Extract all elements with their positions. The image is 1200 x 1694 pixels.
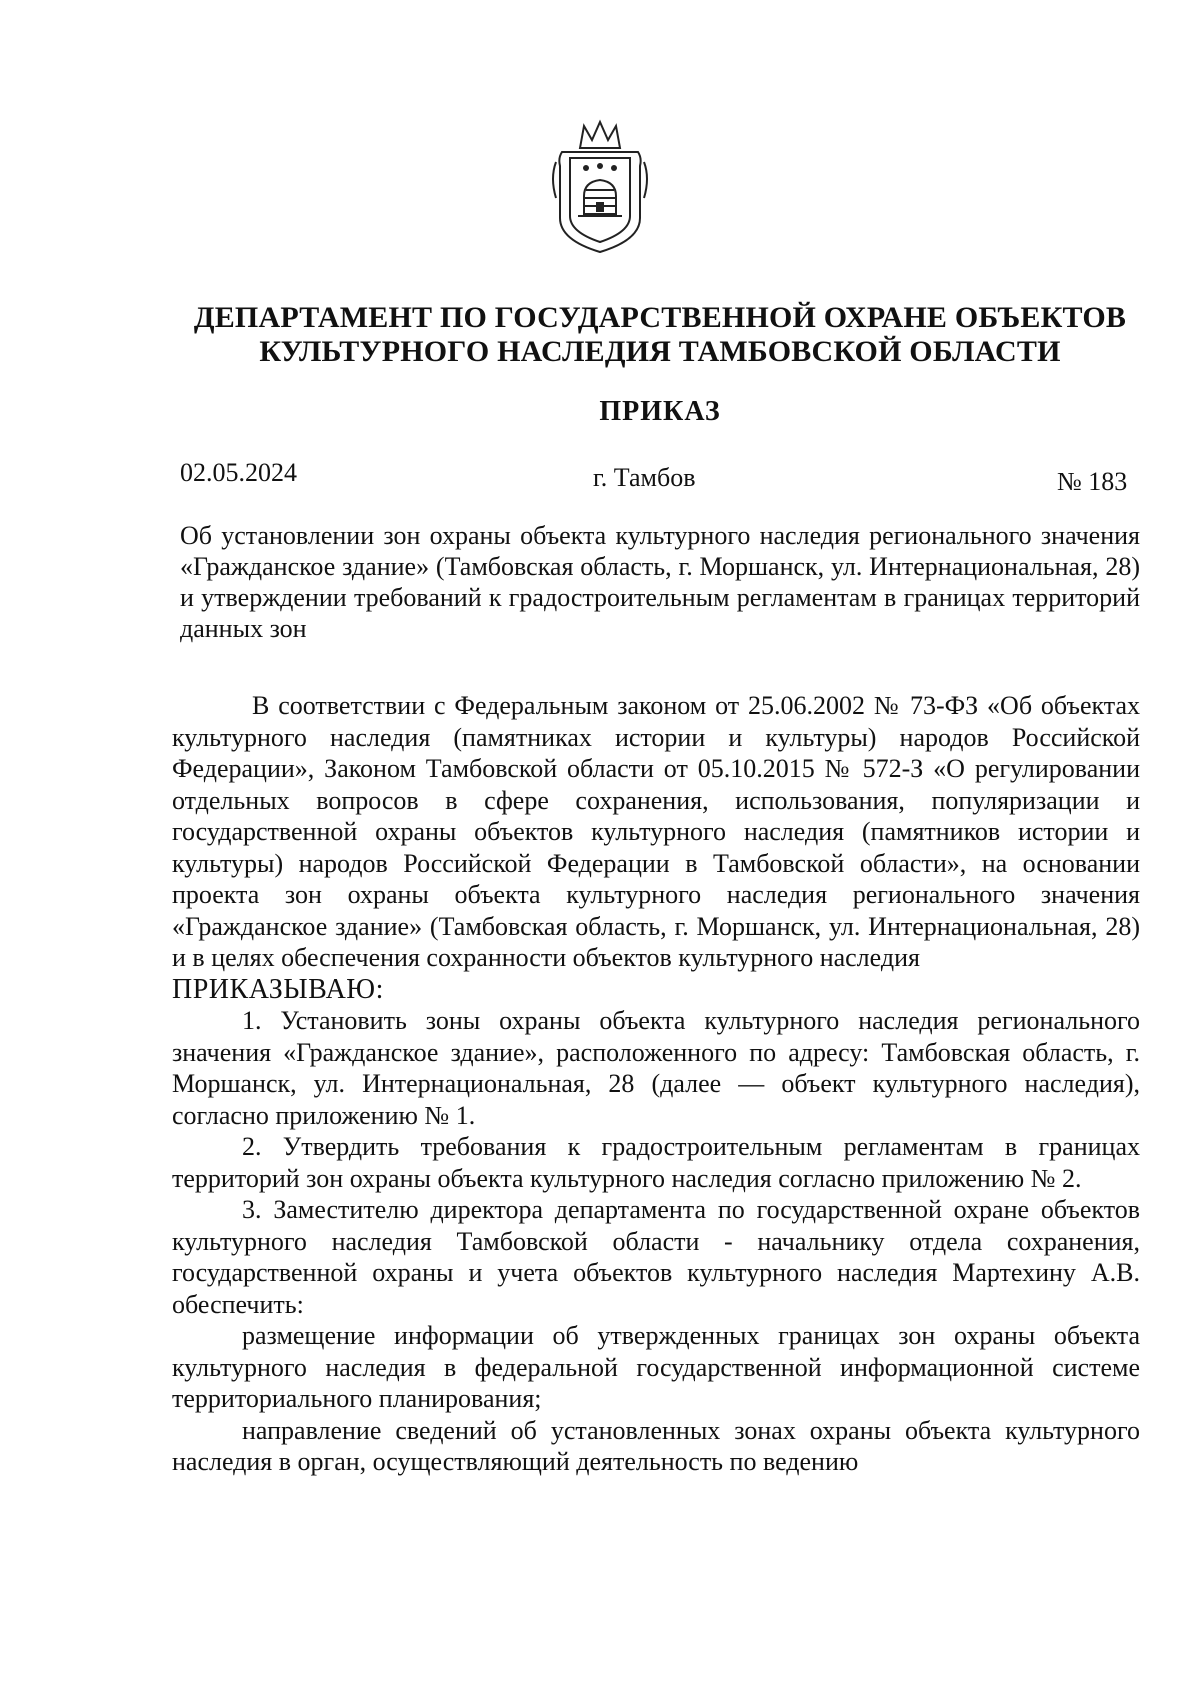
document-city: г. Тамбов: [593, 463, 696, 492]
document-date: 02.05.2024: [180, 458, 297, 487]
document-type: ПРИКАЗ: [599, 396, 721, 427]
department-name-line1: ДЕПАРТАМЕНТ ПО ГОСУДАРСТВЕННОЙ ОХРАНЕ ОБЪЕКТОВ: [193, 301, 1127, 334]
preamble-paragraph: В соответствии с Федеральным законом от 25.06.2002 № 73-ФЗ «Об объектах культурного наследия (памятниках истории и культуры) народов Российской Федерации», Законом Тамбовской области от 05.10.2015 № 572-З «О регулировании отдельных вопросов в сфере сохранения, использования, популяризации и государственной охраны объектов культурного наследия (памятников истории и культуры) народов Российской Федерации в Тамбовской области», на основании проекта зон охраны объекта культурного наследия регионального значения «Гражданское здание» (Тамбовская область, г. Моршанск, ул. Интернациональная, 28) и в целях обеспечения сохранности объектов культурного наследия: [172, 691, 1140, 972]
department-name-line2: КУЛЬТУРНОГО НАСЛЕДИЯ ТАМБОВСКОЙ ОБЛАСТИ: [259, 335, 1061, 368]
item-3: 3. Заместителю директора департамента по государственной охране объектов культурного наследия Тамбовской области - начальнику отдела сохранения, государственной охраны и учета объектов культурного наследия Мартехину А.В. обеспечить:: [172, 1195, 1140, 1319]
item-2: 2. Утвердить требования к градостроительным регламентам в границах территорий зон охраны объекта культурного наследия согласно приложению № 2.: [172, 1132, 1140, 1193]
sub-item-2: направление сведений об установленных зонах охраны объекта культурного наследия в орган, осуществляющий деятельность по ведению: [172, 1415, 1140, 1476]
document-subject: Об установлении зон охраны объекта культурного наследия регионального значения «Гражданское здание» (Тамбовская область, г. Моршанск, ул. Интернациональная, 28) и утверждении требований к градостроительным регламентам в границах территорий данных зон: [180, 521, 1140, 643]
coat-of-arms-icon: [548, 118, 652, 258]
item-1: 1. Установить зоны охраны объекта культурного наследия регионального значения «Гражданское здание», расположенного по адресу: Тамбовская область, г. Моршанск, ул. Интернациональная, 28 (далее — объект культурного наследия), согласно приложению № 1.: [172, 1006, 1140, 1130]
document-number: № 183: [1057, 467, 1128, 496]
document-body: [172, 690, 1140, 1478]
sub-item-1: размещение информации об утвержденных границах зон охраны объекта культурного наследия в федеральной государственной информационной системе территориального планирования;: [172, 1321, 1140, 1413]
command-word: ПРИКАЗЫВАЮ:: [172, 973, 384, 1005]
